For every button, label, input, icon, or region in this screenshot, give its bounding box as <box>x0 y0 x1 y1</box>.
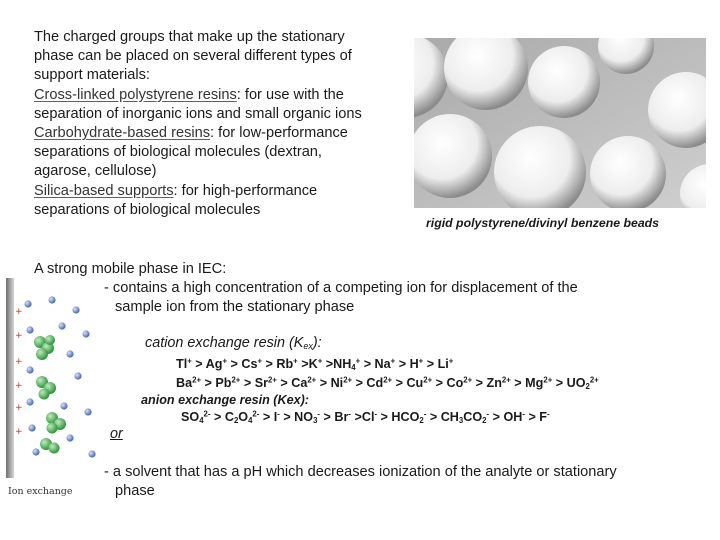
mobile-line: - contains a high concentration of a competing ion for displacement of the <box>104 280 578 296</box>
mobile-phase-description <box>104 279 664 317</box>
support-item-polystyrene <box>34 86 404 105</box>
cation-title-end: ): <box>312 335 322 351</box>
intro-line: separations of biological molecules (dextran, <box>34 144 322 161</box>
ion-exchange-figure <box>6 278 106 503</box>
svg-text:+: + <box>15 307 23 317</box>
intro-line: The charged groups that make up the stationary <box>34 29 345 45</box>
cation-series-monovalent: $Tl^+ > Ag^+ > Cs^+ > Rb^+ >K^+ >NH_4^+ > Na^+ > H^+ > Li^+$ <box>176 356 454 372</box>
intro-line: agarose, cellulose) <box>34 163 157 180</box>
photo-caption: rigid polystyrene/divinyl benzene beads <box>426 216 660 230</box>
svg-text:+: + <box>15 331 23 341</box>
support-materials-text <box>34 28 404 220</box>
svg-text:+: + <box>15 381 23 391</box>
solvent-description <box>104 463 704 501</box>
svg-text:+: + <box>15 403 23 413</box>
item-desc: : for use with the <box>236 86 344 103</box>
anion-exchange-title: anion exchange resin (Kex): <box>141 393 309 407</box>
cation-title-text: cation exchange resin (K <box>145 335 304 351</box>
anion-series: $SO_4^{2-} > C_2O_4^{2-} > I^- > NO_3^- > Br^- >Cl^- > HCO_2^- > CH_3CO_2^- > OH^- > F^-$ <box>181 409 550 425</box>
item-desc: : for low-performance <box>210 125 348 142</box>
solvent-line: phase <box>115 483 155 499</box>
silica-link[interactable]: Silica-based supports <box>34 182 174 199</box>
svg-text:+: + <box>15 357 23 367</box>
intro-line: phase can be placed on several different types of <box>34 48 352 65</box>
or-separator: or <box>110 426 123 442</box>
solvent-line: - a solvent that has a pH which decreases ionization of the analyte or stationary <box>104 464 617 480</box>
intro-line: separation of inorganic ions and small organic ions <box>34 105 362 122</box>
intro-line: support materials: <box>34 67 150 84</box>
carbohydrate-link[interactable]: Carbohydrate-based resins <box>34 125 211 142</box>
figure-label: Ion exchange <box>8 486 73 497</box>
polystyrene-link[interactable]: Cross-linked polystyrene resins <box>34 86 237 103</box>
mobile-phase-heading: A strong mobile phase in IEC: <box>34 261 227 277</box>
beads-photo <box>414 38 706 208</box>
item-desc: : for high-performance <box>173 182 318 199</box>
mobile-line: sample ion from the stationary phase <box>115 299 355 315</box>
cation-exchange-title <box>145 335 322 351</box>
support-item-carbohydrate <box>34 124 404 143</box>
support-item-silica <box>34 182 404 201</box>
cation-title-subscript: ex <box>303 341 313 352</box>
cation-series-divalent: $Ba^{2+} > Pb^{2+} > Sr^{2+} > Ca^{2+} > Ni^{2+} > Cd^{2+} > Cu^{2+} > Co^{2+} > Zn^{2+} > Mg^{2+} > UO_2^{2+}$ <box>176 375 599 391</box>
intro-line: separations of biological molecules <box>34 201 261 218</box>
beads-image <box>414 38 706 208</box>
svg-text:+: + <box>15 427 23 437</box>
